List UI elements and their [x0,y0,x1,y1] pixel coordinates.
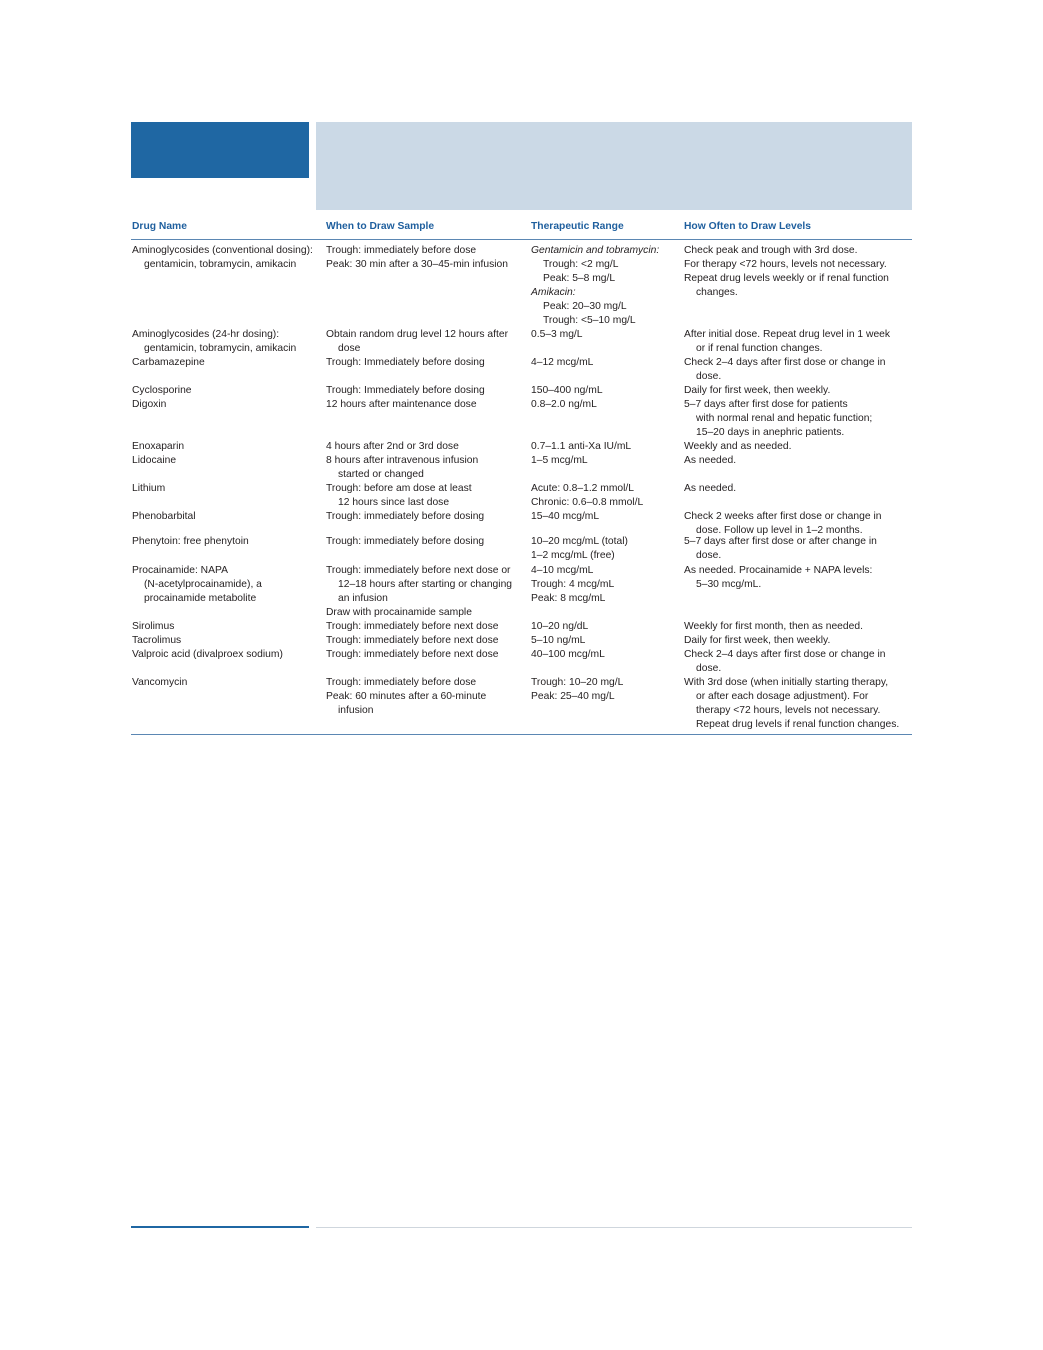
therapeutic-range-cell [531,356,684,384]
cell-text-line: Acute: 0.8–1.2 mmol/L [531,483,635,494]
drug-name-cell [131,620,326,634]
cell-text-line: 4 hours after 2nd or 3rd dose [326,441,459,452]
therapeutic-range-cell [531,620,684,634]
title-band [316,122,912,210]
cell-text-line: 15–40 mcg/mL [531,511,600,522]
drug-name-cell [131,384,326,398]
cell-text-line: Trough: <5–10 mg/L [543,315,636,327]
therapeutic-range-cell [531,634,684,648]
cell-text-line: 0.5–3 mg/L [531,329,583,340]
when-to-draw-cell [326,676,531,732]
cell-text-line: As needed. [684,455,737,466]
how-often-cell [684,564,912,620]
drug-name-cell [131,398,326,440]
table-row [131,482,912,510]
cell-text-line: Phenytoin: free phenytoin [132,536,249,547]
table-row [131,244,912,328]
how-often-cell [684,634,912,648]
drug-name-cell [131,454,326,482]
cell-text-line: gentamicin, tobramycin, amikacin [144,259,297,271]
when-to-draw-cell [326,620,531,634]
when-to-draw-cell [326,535,531,564]
therapeutic-range-cell [531,482,684,510]
cell-text-line: gentamicin, tobramycin, amikacin [144,343,297,355]
cell-text-line: 0.8–2.0 ng/mL [531,399,597,410]
table-row [131,564,912,620]
cell-text-line: 12–18 hours after starting or changing [338,579,513,591]
cell-text-line: dose. Follow up level in 1–2 months. [696,525,863,537]
cell-text-line: infusion [338,705,374,717]
cell-text-line: dose. [696,663,722,675]
cell-text-line: Trough: immediately before next dose [326,621,499,632]
table-header-row [131,220,912,240]
cell-text-line: Carbamazepine [132,357,205,368]
cell-text-line: Phenobarbital [132,511,196,522]
cell-text-line: 5–30 mcg/mL. [696,579,762,591]
cell-text-line: Trough: immediately before dosing [326,536,485,547]
when-to-draw-cell [326,398,531,440]
cell-text-line: Trough: <2 mg/L [543,259,619,271]
cell-text-line: Trough: Immediately before dosing [326,357,485,368]
cell-text-line: Daily for first week, then weekly. [684,635,831,646]
cell-text-line: Lidocaine [132,455,177,466]
cell-text-line: Sirolimus [132,621,175,632]
table-row [131,676,912,732]
therapeutic-range-cell [531,564,684,620]
cell-text-line: 40–100 mcg/mL [531,649,605,660]
when-to-draw-cell [326,648,531,676]
cell-text-line: 8 hours after intravenous infusion [326,455,479,466]
cell-text-line: Gentamicin and tobramycin: [531,245,660,256]
how-often-cell [684,482,912,510]
cell-text-line: 5–7 days after first dose for patients [684,399,848,410]
cell-text-line: Peak: 5–8 mg/L [543,273,616,285]
cell-text-line: with normal renal and hepatic function; [696,413,873,425]
cell-text-line: Lithium [132,483,166,494]
table-body [131,240,912,735]
drug-name-cell [131,328,326,356]
cell-text-line: Repeat drug levels weekly or if renal function [684,273,889,285]
cell-text-line: therapy <72 hours, levels not necessary. [696,705,881,717]
how-often-cell [684,648,912,676]
cell-text-line: Cyclosporine [132,385,192,396]
cell-text-line: Trough: immediately before next dose [326,649,499,660]
cell-text-line: With 3rd dose (when initially starting therapy, [684,677,889,688]
cell-text-line: or if renal function changes. [696,343,823,355]
cell-text-line: Daily for first week, then weekly. [684,385,831,396]
cell-text-line: dose. [696,550,722,562]
cell-text-line: 10–20 mcg/mL (total) [531,536,628,547]
drug-name-cell [131,676,326,732]
cell-text-line: Check 2 weeks after first dose or change in [684,511,882,522]
how-often-cell [684,384,912,398]
cell-text-line: 5–7 days after first dose or after change in [684,536,877,547]
cell-text-line: Obtain random drug level 12 hours after [326,329,509,340]
cell-text-line: Trough: before am dose at least [326,483,472,494]
header-therapeutic-range: Therapeutic Range [531,221,624,232]
cell-text-line: Trough: 10–20 mg/L [531,677,624,688]
therapeutic-range-cell [531,328,684,356]
table-row [131,535,912,564]
cell-text-line: Peak: 60 minutes after a 60-minute [326,691,487,703]
cell-text-line: Peak: 30 min after a 30–45-min infusion [326,259,509,271]
cell-text-line: 5–10 ng/mL [531,635,586,646]
therapeutic-range-cell [531,510,684,535]
cell-text-line: 1–2 mcg/mL (free) [531,550,615,562]
drug-levels-table [131,220,912,735]
therapeutic-range-cell [531,454,684,482]
when-to-draw-cell [326,634,531,648]
therapeutic-range-cell [531,398,684,440]
how-often-cell [684,440,912,454]
therapeutic-range-cell [531,648,684,676]
cell-text-line: For therapy <72 hours, levels not necessary. [684,259,887,271]
how-often-cell [684,510,912,535]
cell-text-line: 12 hours after maintenance dose [326,399,477,410]
cell-text-line: Trough: immediately before next dose or [326,565,511,576]
cell-text-line: 150–400 ng/mL [531,385,603,396]
cell-text-line: an infusion [338,593,388,605]
table-row [131,634,912,648]
cell-text-line: Procainamide: NAPA [132,565,228,576]
cell-text-line: Amikacin: [531,287,576,299]
when-to-draw-cell [326,564,531,620]
table-row [131,384,912,398]
when-to-draw-cell [326,510,531,535]
how-often-cell [684,244,912,328]
cell-text-line: 0.7–1.1 anti-Xa IU/mL [531,441,632,452]
cell-text-line: Aminoglycosides (conventional dosing): [132,245,313,256]
cell-text-line: dose [338,343,361,355]
cell-text-line: Aminoglycosides (24-hr dosing): [132,329,280,340]
cell-text-line: Trough: immediately before dose [326,245,477,256]
drug-name-cell [131,356,326,384]
cell-text-line: Peak: 20–30 mg/L [543,301,627,313]
cell-text-line: procainamide metabolite [144,593,257,605]
cell-text-line: (N-acetylprocainamide), a [144,579,262,591]
cell-text-line: Trough: immediately before dosing [326,511,485,522]
therapeutic-range-cell [531,535,684,564]
when-to-draw-cell [326,454,531,482]
cell-text-line: Enoxaparin [132,441,185,452]
drug-name-cell [131,634,326,648]
cell-text-line: dose. [696,371,722,383]
therapeutic-range-cell [531,384,684,398]
cell-text-line: After initial dose. Repeat drug level in 1 week [684,329,891,340]
how-often-cell [684,398,912,440]
drug-name-cell [131,482,326,510]
cell-text-line: Trough: 4 mcg/mL [531,579,615,591]
table-row [131,510,912,535]
therapeutic-range-cell [531,244,684,328]
drug-name-cell [131,648,326,676]
cell-text-line: 15–20 days in anephric patients. [696,427,845,439]
cell-text-line: Check 2–4 days after first dose or change in [684,357,886,368]
table-row [131,620,912,634]
cell-text-line: Check 2–4 days after first dose or change in [684,649,886,660]
table-row [131,356,912,384]
cell-text-line: As needed. Procainamide + NAPA levels: [684,565,873,576]
cell-text-line: Trough: immediately before dose [326,677,477,688]
drug-name-cell [131,244,326,328]
header-when-to-draw: When to Draw Sample [326,221,435,232]
cell-text-line: changes. [696,287,738,299]
cell-text-line: Valproic acid (divalproex sodium) [132,649,283,660]
drug-name-cell [131,440,326,454]
cell-text-line: 10–20 ng/dL [531,621,589,632]
cell-text-line: Peak: 8 mcg/mL [531,593,606,605]
cell-text-line: 4–10 mcg/mL [531,565,594,576]
cell-text-line: 1–5 mcg/mL [531,455,588,466]
cell-text-line: 12 hours since last dose [338,497,450,509]
cell-text-line: Repeat drug levels if renal function changes. [696,719,900,731]
header-color-block [131,122,309,178]
how-often-cell [684,356,912,384]
drug-name-cell [131,510,326,535]
how-often-cell [684,535,912,564]
drug-name-cell [131,535,326,564]
how-often-cell [684,620,912,634]
header-how-often: How Often to Draw Levels [684,221,812,232]
how-often-cell [684,454,912,482]
header-drug-name: Drug Name [132,221,187,232]
therapeutic-range-cell [531,440,684,454]
when-to-draw-cell [326,482,531,510]
cell-text-line: Digoxin [132,399,167,410]
when-to-draw-cell [326,440,531,454]
table-row [131,454,912,482]
therapeutic-range-cell [531,676,684,732]
cell-text-line: Tacrolimus [132,635,182,646]
how-often-cell [684,676,912,732]
cell-text-line: Trough: Immediately before dosing [326,385,485,396]
when-to-draw-cell [326,244,531,328]
when-to-draw-cell [326,356,531,384]
table-row [131,440,912,454]
cell-text-line: Trough: immediately before next dose [326,635,499,646]
cell-text-line: or after each dosage adjustment). For [696,691,869,703]
cell-text-line: Weekly for first month, then as needed. [684,621,863,632]
cell-text-line: Check peak and trough with 3rd dose. [684,245,858,256]
cell-text-line: Peak: 25–40 mg/L [531,691,615,703]
how-often-cell [684,328,912,356]
cell-text-line: Weekly and as needed. [684,441,792,452]
cell-text-line: Chronic: 0.6–0.8 mmol/L [531,497,644,509]
table-row [131,398,912,440]
cell-text-line: started or changed [338,469,424,481]
cell-text-line: Vancomycin [132,677,188,688]
when-to-draw-cell [326,384,531,398]
drug-name-cell [131,564,326,620]
when-to-draw-cell [326,328,531,356]
cell-text-line: As needed. [684,483,737,494]
table-row [131,328,912,356]
footer-rule-blue [131,1226,309,1228]
cell-text-line: Draw with procainamide sample [326,607,472,619]
table-row [131,648,912,676]
footer-rule-gray [316,1227,912,1228]
cell-text-line: 4–12 mcg/mL [531,357,594,368]
